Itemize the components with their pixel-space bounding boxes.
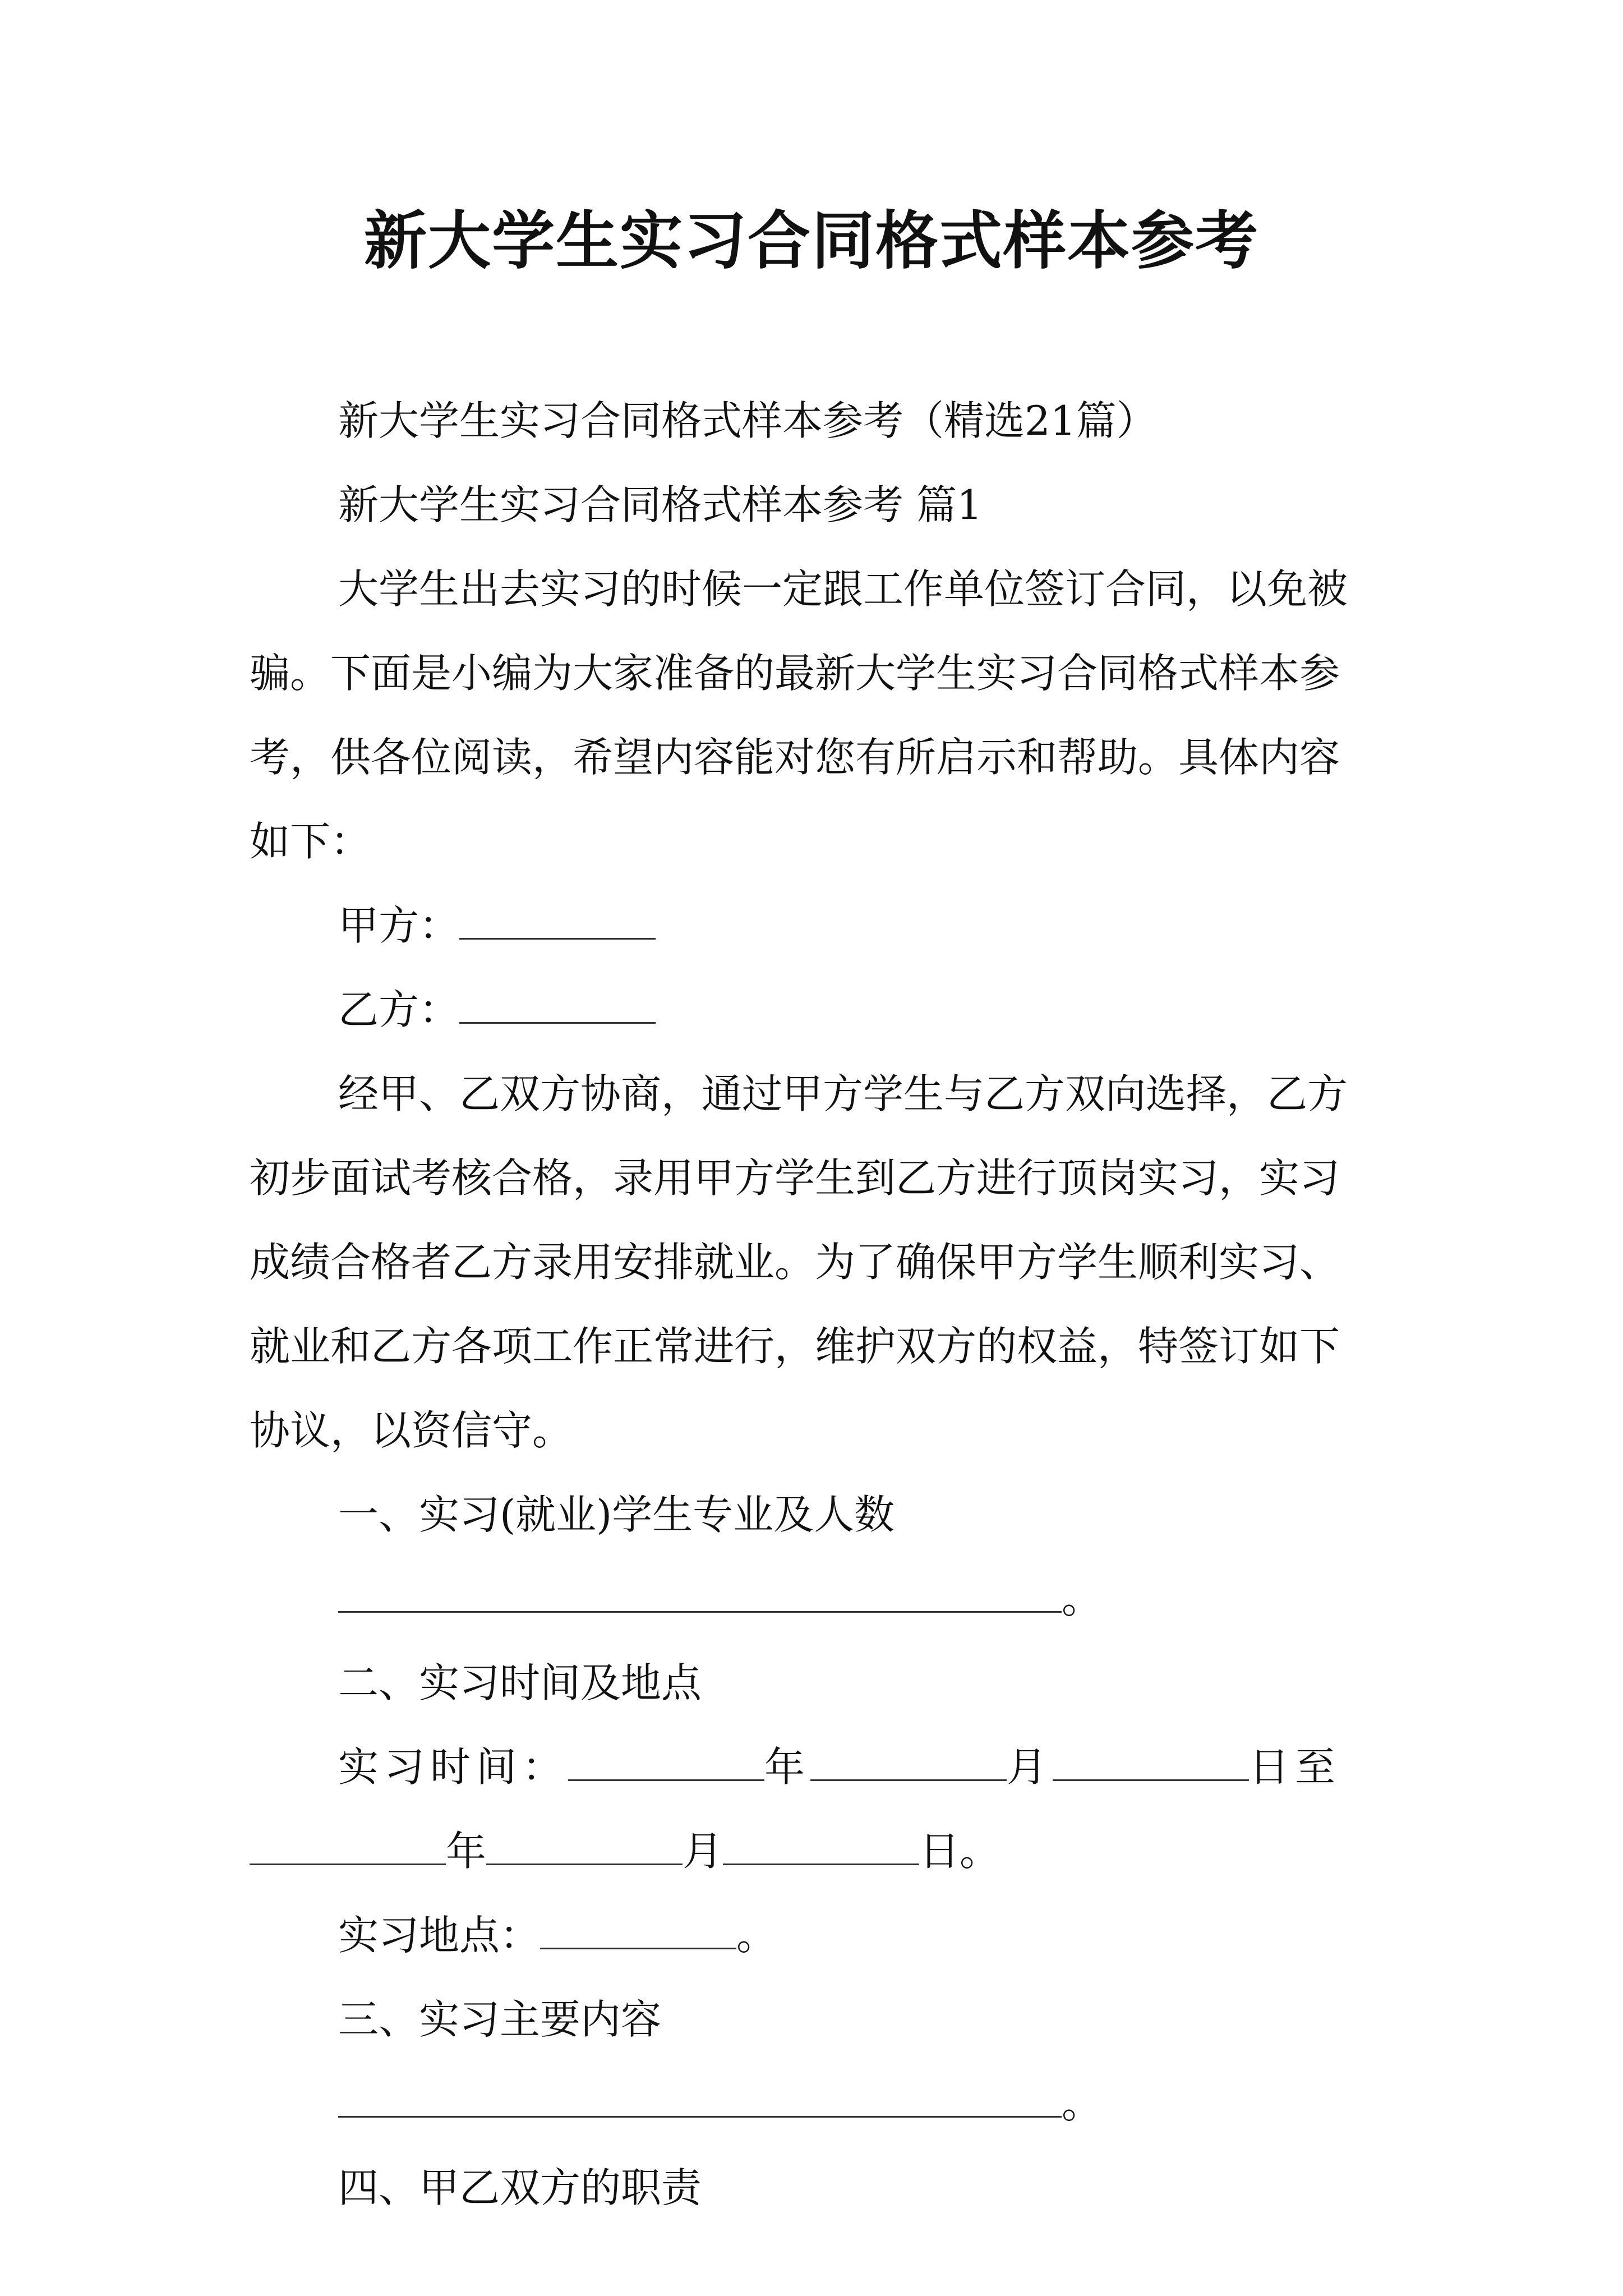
- end-month-unit: 月: [683, 1828, 723, 1875]
- start-day-unit: 日至: [1249, 1743, 1341, 1791]
- start-month-unit: 月: [1007, 1743, 1053, 1791]
- end-day-blank: [723, 1820, 919, 1865]
- time-label: 实习时间：: [338, 1743, 569, 1791]
- end-month-blank: [486, 1820, 683, 1865]
- section-heading: 新大学生实习合同格式样本参考 篇1: [338, 481, 983, 528]
- place-period: 。: [736, 1912, 777, 1959]
- clause3-blank: [338, 2072, 1062, 2118]
- start-year-blank: [568, 1736, 764, 1781]
- party-a-blank: [459, 894, 656, 940]
- clause1-period: 。: [1062, 1575, 1103, 1622]
- clause1-heading: 一、实习(就业)学生专业及人数: [338, 1491, 895, 1538]
- time-line-end: [250, 1809, 1377, 1893]
- clause3-heading: 三、实习主要内容: [338, 1996, 662, 2043]
- clause2-heading: 二、实习时间及地点: [338, 1659, 702, 1706]
- place-blank: [540, 1904, 736, 1949]
- start-year-unit: 年: [764, 1743, 811, 1791]
- document-title: 新大学生实习合同格式样本参考: [364, 205, 1259, 278]
- party-b-label: 乙方：: [338, 986, 460, 1033]
- party-b-blank: [459, 978, 656, 1024]
- party-a-label: 甲方：: [338, 902, 460, 949]
- place-label: 实习地点：: [338, 1912, 541, 1959]
- clause1-blank-line: [250, 1557, 1377, 1641]
- place-line: [250, 1893, 1377, 1977]
- party-b-line: [250, 968, 1377, 1052]
- agreement-paragraph: 经甲、乙双方协商，通过甲方学生与乙方双向选择，乙方初步面试考核合格，录用甲方学生到乙方进行顶岗实习，实习成绩合格者乙方录用安排就业。为了确保甲方学生顺利实习、就业和乙方各项工作正常进行，维护双方的权益，特签订如下协议，以资信守。: [250, 1070, 1348, 1454]
- document-subtitle: 新大学生实习合同格式样本参考（精选21篇）: [338, 397, 1157, 444]
- end-year-unit: 年: [446, 1828, 487, 1875]
- document-body: [250, 379, 1377, 2230]
- clause3-blank-line: [250, 2062, 1377, 2146]
- start-day-blank: [1053, 1736, 1249, 1781]
- clause1-blank: [338, 1567, 1062, 1613]
- clause4-heading: 四、甲乙双方的职责: [338, 2164, 702, 2211]
- end-day-unit: 日。: [919, 1828, 1000, 1875]
- party-a-line: [250, 884, 1377, 968]
- start-month-blank: [810, 1736, 1007, 1781]
- time-line: [250, 1725, 1377, 1809]
- clause3-period: 。: [1062, 2080, 1103, 2127]
- intro-paragraph: 大学生出去实习的时候一定跟工作单位签订合同，以免被骗。下面是小编为大家准备的最新大学生实习合同格式样本参考，供各位阅读，希望内容能对您有所启示和帮助。具体内容如下：: [250, 565, 1348, 865]
- end-year-blank: [250, 1820, 446, 1865]
